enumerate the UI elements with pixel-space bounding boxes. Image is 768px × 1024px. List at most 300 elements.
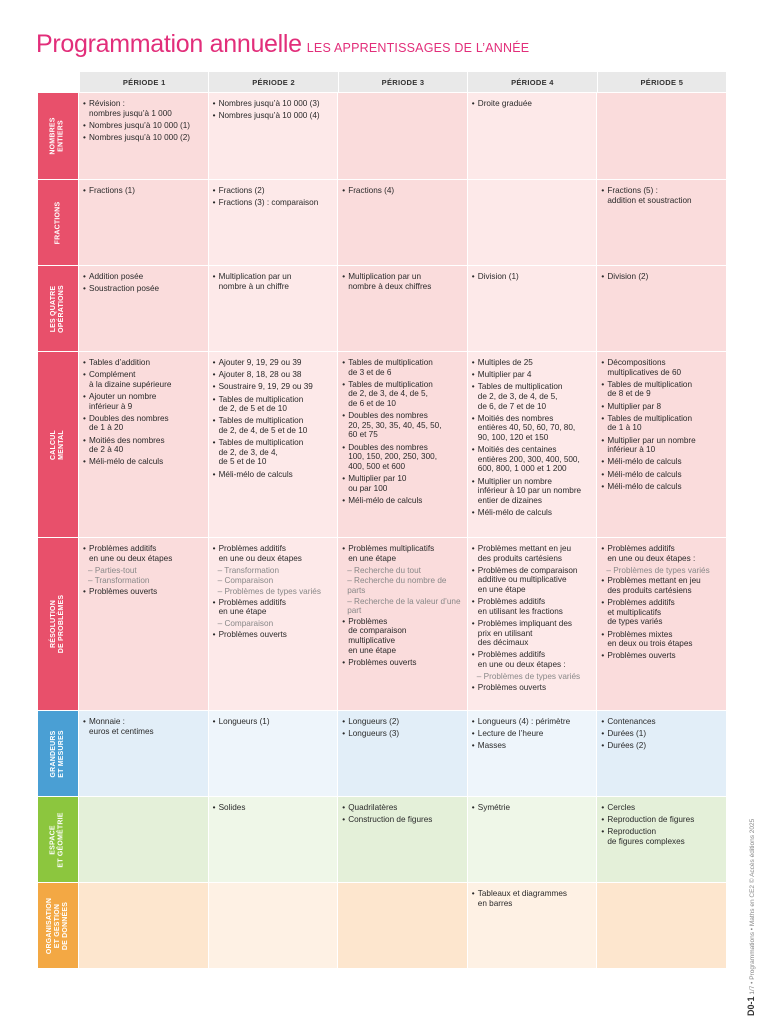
list-item-line: Tables de multiplication [607, 413, 693, 423]
bullet-icon: • [342, 729, 346, 739]
list-item-line: Méli-mélo de calculs [218, 469, 293, 479]
bullet-icon: • [83, 272, 86, 281]
bullet-icon: • [83, 370, 86, 380]
list-item [213, 630, 335, 640]
list-item-text [478, 272, 519, 282]
table-cell [468, 711, 597, 796]
list-item-line: en une ou deux étapes : [607, 553, 696, 563]
table-cell [468, 266, 597, 351]
sub-item [213, 619, 335, 629]
row-label [38, 711, 78, 796]
list-item [83, 358, 205, 368]
list-item-line: Division (2) [607, 272, 649, 281]
dash-icon: – [88, 576, 95, 586]
list-item-text [478, 597, 563, 616]
list-item-line: Reproduction de figures [607, 815, 695, 825]
list-item-line: Nombres jusqu’à 10 000 (1) [89, 120, 191, 130]
list-item-text [478, 370, 532, 380]
list-item-text [607, 544, 695, 563]
list-item-line: multiplicative [348, 635, 396, 645]
dash-icon: – [217, 586, 225, 596]
list-item-line: addition et soustraction [607, 195, 692, 205]
bullet-icon: • [471, 741, 475, 751]
list-item [472, 741, 594, 751]
bullet-icon: • [471, 803, 475, 812]
bullet-icon: • [212, 629, 216, 639]
list-item [601, 482, 723, 492]
bullet-icon: • [212, 198, 216, 208]
list-item-text [219, 717, 270, 727]
list-item [472, 382, 594, 411]
list-item [342, 474, 464, 493]
list-item-line: Monnaie : [89, 717, 125, 726]
bullet-icon: • [342, 495, 346, 505]
list-item [472, 566, 594, 595]
list-item-line: prix en utilisant [477, 628, 533, 638]
list-item-text [348, 803, 397, 813]
list-item [213, 99, 335, 109]
list-item-line: Multiplier par 4 [477, 370, 532, 380]
list-item-text [607, 651, 675, 661]
list-item-text [607, 741, 646, 751]
list-item-line: de 2, de 3, de 4, de 5, [348, 389, 428, 399]
sub-item-text: Problèmes de types variés [224, 586, 321, 596]
list-item-text [219, 370, 302, 380]
list-item-text [607, 717, 655, 727]
list-item-line: de figures complexes [607, 836, 685, 846]
list-item-line: des produits cartésiens [607, 585, 692, 595]
bullet-icon: • [601, 358, 605, 367]
bullet-icon: • [83, 717, 86, 726]
list-item [472, 272, 594, 282]
bullet-icon: • [342, 411, 346, 421]
list-item-line: de 5 et de 10 [218, 457, 267, 467]
list-item-line: 90, 100, 120 et 150 [477, 432, 549, 442]
list-item [342, 815, 464, 825]
bullet-icon: • [83, 132, 86, 142]
list-item [472, 597, 594, 616]
list-item-line: de 8 et de 9 [607, 389, 651, 399]
bullet-icon: • [212, 111, 216, 121]
bullet-icon: • [471, 889, 475, 898]
table-row [38, 883, 726, 968]
sub-item-text: Recherche du nombre de parts [347, 576, 447, 595]
bullet-icon: • [212, 803, 216, 812]
list-item [601, 272, 723, 282]
bullet-icon: • [212, 370, 216, 380]
bullet-icon: • [342, 358, 346, 367]
list-item [342, 658, 464, 668]
list-item [213, 358, 335, 368]
list-item-text [607, 482, 681, 492]
page-title [36, 30, 529, 59]
list-item [83, 133, 205, 143]
bullet-icon: • [601, 457, 605, 467]
list-item [213, 416, 335, 435]
bullet-icon: • [471, 597, 475, 607]
list-item-line: inférieur à 10 par un nombre [477, 486, 582, 496]
bullet-icon: • [83, 435, 86, 445]
bullet-icon: • [601, 729, 605, 739]
row-label-text [50, 730, 66, 778]
title-subtitle: LES APPRENTISSAGES DE L’ANNÉE [306, 41, 530, 55]
table-cell [79, 180, 208, 265]
bullet-icon: • [601, 469, 605, 479]
list-item [601, 598, 723, 627]
bullet-icon: • [212, 99, 216, 108]
list-item-text [348, 496, 422, 506]
sub-item-text: Transformation [94, 576, 150, 586]
table-cell [597, 180, 726, 265]
row-label [38, 180, 78, 265]
list-item-text [607, 803, 635, 813]
list-item-text [89, 370, 171, 389]
list-item-line: Tables de multiplication [218, 438, 304, 448]
list-item-line: Problèmes impliquant des [477, 618, 572, 628]
list-item-line: Multiplier par un nombre [607, 435, 696, 445]
list-item-text [348, 474, 406, 493]
list-item-text [89, 121, 190, 131]
list-item-line: Problèmes mettant en jeu [477, 544, 572, 553]
list-item-line: Multiplication par un [218, 272, 292, 281]
list-item [472, 889, 594, 908]
bullet-icon: • [212, 717, 216, 726]
list-item-text [348, 717, 399, 727]
list-item-text [607, 436, 695, 455]
list-item-text [89, 272, 143, 282]
list-item-text [89, 544, 172, 563]
table-cell [79, 797, 208, 882]
bullet-icon: • [601, 272, 605, 281]
list-item-text [348, 617, 406, 655]
list-item [472, 803, 594, 813]
list-item [83, 186, 205, 196]
list-item-text [478, 414, 575, 443]
list-item-line: en une étape [218, 607, 267, 617]
bullet-icon: • [471, 507, 475, 517]
sub-item [83, 576, 205, 586]
row-label-line: ESPACE [50, 824, 58, 855]
bullet-icon: • [212, 544, 216, 553]
list-item-line: Tableaux et diagrammes [477, 889, 567, 898]
list-item-line: Droite graduée [477, 99, 532, 108]
list-item-line: Problèmes mixtes [607, 629, 673, 639]
sub-item-text: Problèmes de types variés [483, 672, 581, 682]
list-item-text [89, 392, 156, 411]
list-item-line: nombre à un chiffre [218, 281, 289, 291]
list-item-line: Problèmes additifs [607, 544, 675, 553]
list-item-line: Problèmes additifs [607, 598, 675, 608]
list-item-text [478, 99, 532, 109]
list-item [601, 358, 723, 377]
list-item-line: Complément [89, 370, 136, 380]
list-item-line: Fractions (1) [89, 186, 135, 195]
row-label-line: DE PROBLÈMES [58, 594, 66, 654]
list-item-text [219, 544, 302, 563]
list-item-line: Multiplication par un [348, 272, 422, 281]
list-item-text [348, 380, 433, 409]
list-item-text [478, 508, 552, 518]
table-cell [468, 883, 597, 968]
list-item-line: Fractions (3) : comparaison [218, 198, 319, 208]
list-item-line: inférieur à 9 [89, 401, 133, 411]
row-label [38, 352, 78, 537]
list-item-line: Problèmes [348, 616, 388, 626]
list-item-text [348, 186, 394, 196]
table-row [38, 352, 726, 537]
list-item-text [478, 717, 570, 727]
list-item-line: Soustraire 9, 19, 29 ou 39 [218, 382, 313, 392]
list-item-text [348, 658, 416, 668]
list-item-line: Doubles des nombres [348, 442, 428, 452]
row-label-line: ET GESTION [54, 903, 62, 948]
list-item-text [478, 477, 581, 506]
list-item-line: de 6 et de 10 [348, 398, 396, 408]
table-cell [338, 538, 467, 710]
title-main: Programmation annuelle [36, 30, 302, 58]
row-label-line: DE DONNÉES [62, 901, 70, 950]
list-item-text [348, 358, 433, 377]
bullet-icon: • [471, 370, 475, 380]
list-item-line: Problèmes additifs [218, 597, 286, 607]
list-item-text [478, 619, 572, 648]
dash-icon: – [217, 619, 225, 629]
list-item [601, 741, 723, 751]
list-item-line: Tables de multiplication [218, 416, 304, 426]
list-item [213, 395, 335, 414]
table-cell [338, 352, 467, 537]
list-item [213, 470, 335, 480]
list-item [213, 717, 335, 727]
row-label-text [50, 117, 66, 154]
list-item-line: Méli-mélo de calculs [348, 495, 423, 505]
list-item-text [219, 99, 320, 109]
row-label-line: MENTAL [57, 429, 65, 460]
list-item-text [478, 683, 546, 693]
list-item-text [89, 717, 154, 736]
bullet-icon: • [342, 544, 346, 553]
bullet-icon: • [342, 803, 346, 812]
list-item-text [607, 402, 661, 412]
list-item-line: 20, 25, 30, 35, 40, 45, 50, [348, 420, 442, 430]
bullet-icon: • [212, 382, 216, 392]
dash-icon: – [476, 672, 484, 682]
table-cell [338, 180, 467, 265]
bullet-icon: • [342, 815, 346, 825]
list-item-text [607, 380, 692, 399]
sub-item [342, 576, 464, 595]
table-header [79, 72, 726, 92]
list-item-text [348, 815, 432, 825]
list-item-text [607, 414, 692, 433]
bullet-icon: • [471, 382, 475, 392]
bullet-icon: • [601, 379, 605, 389]
list-item [601, 827, 723, 846]
sub-item [472, 672, 594, 682]
list-item [342, 717, 464, 727]
bullet-icon: • [342, 379, 346, 389]
row-label-line: ET MESURES [58, 729, 66, 778]
list-item-line: Reproduction [607, 827, 657, 837]
bullet-icon: • [212, 186, 216, 195]
table-cell [338, 883, 467, 968]
list-item [472, 508, 594, 518]
list-item-text [89, 436, 165, 455]
list-item-text [478, 803, 510, 813]
sub-item-text: Transformation [224, 565, 280, 575]
row-label-line: NOMBRES [50, 117, 57, 155]
bullet-icon: • [601, 481, 605, 491]
bullet-icon: • [342, 442, 346, 452]
list-item [472, 358, 594, 368]
list-item-line: en deux ou trois étapes [607, 639, 693, 649]
list-item [342, 358, 464, 377]
list-item [472, 729, 594, 739]
list-item-line: Moitiés des centaines [477, 445, 557, 455]
list-item [601, 729, 723, 739]
bullet-icon: • [471, 99, 475, 108]
list-item-line: Méli-mélo de calculs [607, 481, 682, 491]
list-item [213, 198, 335, 208]
list-item-text [607, 457, 681, 467]
list-item [601, 630, 723, 649]
list-item-line: Solides [218, 803, 246, 812]
list-item-text [478, 445, 580, 474]
period-header-5: PÉRIODE 5 [598, 72, 726, 92]
bullet-icon: • [342, 186, 346, 195]
bullet-icon: • [601, 401, 605, 411]
bullet-icon: • [601, 598, 605, 608]
list-item-line: Problèmes multiplicatifs [348, 544, 435, 553]
bullet-icon: • [471, 618, 475, 628]
row-label-text [54, 201, 62, 244]
list-item [213, 272, 335, 291]
list-item [472, 445, 594, 474]
list-item [601, 815, 723, 825]
list-item-text [89, 133, 190, 143]
table-cell [468, 797, 597, 882]
list-item-line: de 2, de 5 et de 10 [218, 404, 287, 414]
bullet-icon: • [471, 544, 475, 553]
row-label-line: RÉSOLUTION [50, 600, 58, 648]
list-item [83, 272, 205, 282]
bullet-icon: • [83, 391, 86, 401]
list-item-text [219, 598, 286, 617]
list-item-line: en une étape [477, 584, 526, 594]
list-item-line: Problèmes additifs [477, 597, 546, 607]
list-item-text [89, 99, 172, 118]
list-item-line: 60 et 75 [348, 430, 378, 440]
bullet-icon: • [471, 445, 475, 455]
list-item-text [478, 729, 544, 739]
row-label [38, 93, 78, 179]
list-item-line: Problèmes additifs [218, 544, 286, 553]
bullet-icon: • [471, 682, 475, 692]
bullet-icon: • [212, 469, 216, 479]
row-label [38, 883, 78, 968]
bullet-icon: • [601, 186, 605, 195]
bullet-icon: • [83, 99, 86, 108]
bullet-icon: • [601, 741, 605, 751]
list-item-line: Nombres jusqu’à 10 000 (3) [218, 99, 320, 108]
table-cell [468, 352, 597, 537]
list-item-line: Contenances [607, 717, 656, 726]
table-cell [338, 797, 467, 882]
list-item-text [348, 411, 441, 440]
row-label-line: OPÉRATIONS [58, 284, 66, 333]
row-label-text [46, 897, 70, 953]
list-item-line: Problèmes ouverts [89, 586, 158, 596]
list-item-line: Quadrilatères [348, 803, 398, 812]
list-item-line: Longueurs (2) [348, 717, 400, 726]
dash-icon: – [347, 596, 355, 606]
list-item [601, 576, 723, 595]
table-row [38, 266, 726, 351]
list-item-text [219, 630, 287, 640]
list-item-line: Problèmes ouverts [218, 629, 287, 639]
list-item-text [478, 650, 566, 669]
bullet-icon: • [212, 394, 216, 404]
table-cell [79, 883, 208, 968]
table-cell [468, 93, 597, 179]
sub-item-text: Parties-tout [94, 565, 137, 575]
footer-text: • Programmations • Maths en CE2 © Accès éditions 2025 [749, 818, 756, 984]
list-item-text [219, 186, 265, 196]
bullet-icon: • [471, 413, 475, 423]
table-cell [468, 538, 597, 710]
list-item [83, 392, 205, 411]
bullet-icon: • [471, 565, 475, 575]
list-item-text [607, 358, 681, 377]
list-item [83, 457, 205, 467]
list-item-line: en une étape [348, 645, 396, 655]
list-item [342, 272, 464, 291]
list-item [83, 370, 205, 389]
table-cell [597, 797, 726, 882]
list-item-line: Longueurs (4) : périmètre [477, 717, 571, 726]
list-item-line: Masses [477, 741, 506, 751]
sub-item [213, 566, 335, 576]
page-footer [746, 819, 756, 1016]
list-item-line: Symétrie [477, 803, 511, 812]
table-cell [79, 711, 208, 796]
bullet-icon: • [471, 272, 475, 281]
list-item-text [348, 443, 437, 472]
bullet-icon: • [601, 576, 605, 586]
list-item-text [478, 382, 563, 411]
table-cell [209, 93, 338, 179]
list-item [601, 717, 723, 727]
list-item [342, 411, 464, 440]
list-item [83, 121, 205, 131]
bullet-icon: • [471, 729, 475, 739]
bullet-icon: • [83, 413, 86, 423]
list-item [213, 186, 335, 196]
bullet-icon: • [212, 272, 216, 281]
list-item-line: Tables de multiplication [477, 382, 563, 392]
list-item-text [607, 186, 691, 205]
row-label-line: ET GÉOMÉTRIE [58, 811, 66, 868]
sub-item [342, 566, 464, 576]
list-item-line: en utilisant les fractions [477, 606, 563, 616]
bullet-icon: • [601, 815, 605, 825]
table-cell [597, 352, 726, 537]
list-item-text [607, 729, 646, 739]
list-item-text [89, 414, 169, 433]
bullet-icon: • [83, 186, 86, 195]
sub-item-text: Recherche de la valeur d’une part [347, 596, 461, 616]
list-item-line: Ajouter 8, 18, 28 ou 38 [218, 370, 302, 380]
